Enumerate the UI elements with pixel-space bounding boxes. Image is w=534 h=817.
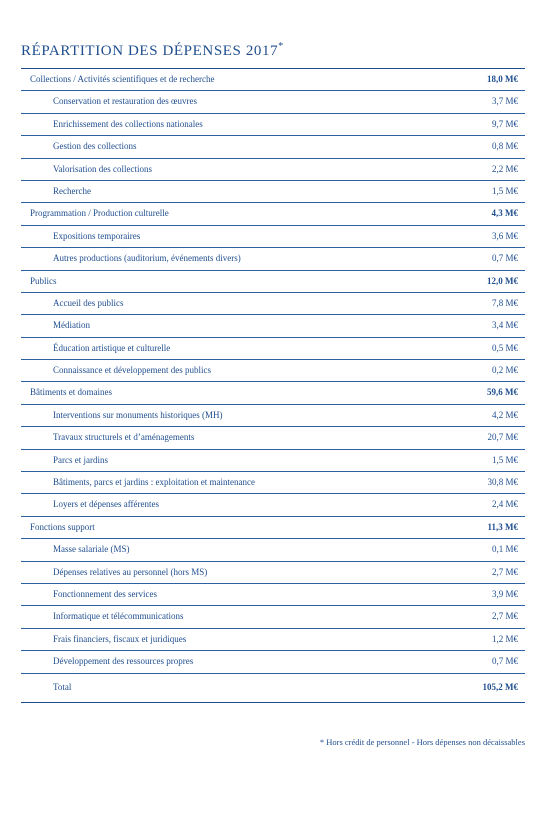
item-row-label: Gestion des collections (53, 141, 137, 152)
item-row-value: 0,1 M€ (491, 544, 518, 555)
category-row-label: Bâtiments et domaines (30, 387, 112, 398)
page-title-text: RÉPARTITION DES DÉPENSES 2017 (21, 43, 279, 60)
item-row-label: Informatique et télécommunications (53, 611, 184, 622)
item-row (21, 650, 525, 672)
item-row-label: Éducation artistique et culturelle (53, 342, 171, 353)
item-row-label: Valorisation des collections (53, 163, 152, 174)
page-title (21, 43, 284, 60)
item-row-label: Développement des ressources propres (53, 656, 194, 667)
total-row-label: Total (53, 681, 72, 692)
category-row-value: 4,3 M€ (491, 208, 518, 219)
category-row-label: Fonctions support (30, 521, 95, 532)
item-row (21, 493, 525, 515)
item-row-value: 2,7 M€ (491, 566, 518, 577)
item-row-value: 3,9 M€ (491, 588, 518, 599)
item-row-label: Interventions sur monuments historiques (MH) (53, 409, 223, 420)
item-row-value: 1,2 M€ (491, 633, 518, 644)
category-row-value: 12,0 M€ (487, 275, 518, 286)
item-row (21, 225, 525, 247)
item-row-label: Frais financiers, fiscaux et juridiques (53, 633, 187, 644)
item-row-value: 0,7 M€ (491, 656, 518, 667)
item-row-label: Autres productions (auditorium, événements divers) (53, 253, 241, 264)
category-row-label: Collections / Activités scientifiques et de recherche (30, 74, 215, 84)
item-row-value: 2,7 M€ (491, 611, 518, 622)
item-row-value: 1,5 M€ (491, 185, 518, 196)
category-row (21, 381, 525, 403)
item-row (21, 90, 525, 112)
item-row (21, 180, 525, 202)
item-row (21, 314, 525, 336)
footnote: * Hors crédit de personnel - Hors dépenses non décaissables (319, 737, 525, 747)
category-row (21, 202, 525, 224)
item-row-value: 30,8 M€ (487, 477, 518, 488)
item-row-label: Accueil des publics (53, 297, 124, 308)
item-row (21, 538, 525, 560)
item-row (21, 605, 525, 627)
category-row (21, 270, 525, 292)
item-row-label: Conservation et restauration des œuvres (53, 96, 197, 107)
item-row-value: 0,8 M€ (491, 141, 518, 152)
item-row-label: Travaux structurels et d’aménagements (53, 432, 195, 443)
item-row-label: Médiation (53, 320, 90, 331)
expenses-table (21, 68, 525, 703)
item-row-value: 2,4 M€ (491, 499, 518, 510)
item-row-value: 3,4 M€ (491, 320, 518, 331)
category-row (21, 68, 525, 90)
item-row (21, 292, 525, 314)
category-row (21, 516, 525, 538)
item-row-label: Bâtiments, parcs et jardins : exploitation et maintenance (53, 477, 255, 488)
category-row-value: 18,0 M€ (487, 74, 518, 84)
total-row (21, 673, 525, 703)
item-row-label: Parcs et jardins (53, 454, 108, 465)
item-row (21, 426, 525, 448)
item-row-label: Masse salariale (MS) (53, 544, 130, 555)
item-row (21, 471, 525, 493)
title-footnote-marker: * (278, 41, 284, 53)
item-row-value: 3,7 M€ (491, 96, 518, 107)
item-row-value: 0,5 M€ (491, 342, 518, 353)
item-row (21, 359, 525, 381)
total-row-value: 105,2 M€ (482, 681, 518, 692)
item-row-value: 1,5 M€ (491, 454, 518, 465)
item-row (21, 628, 525, 650)
item-row-value: 7,8 M€ (491, 297, 518, 308)
item-row-value: 4,2 M€ (491, 409, 518, 420)
category-row-label: Programmation / Production culturelle (30, 208, 169, 219)
item-row-label: Loyers et dépenses afférentes (53, 499, 160, 510)
item-row (21, 404, 525, 426)
item-row (21, 449, 525, 471)
item-row-label: Recherche (53, 185, 91, 196)
category-row-value: 59,6 M€ (487, 387, 518, 398)
item-row (21, 337, 525, 359)
item-row (21, 247, 525, 269)
item-row-value: 9,7 M€ (491, 118, 518, 129)
category-row-label: Publics (30, 275, 57, 286)
item-row (21, 561, 525, 583)
category-row-value: 11,3 M€ (487, 521, 518, 532)
item-row-label: Expositions temporaires (53, 230, 141, 241)
item-row-value: 20,7 M€ (487, 432, 518, 443)
item-row (21, 135, 525, 157)
item-row-label: Enrichissement des collections nationales (53, 118, 203, 129)
item-row-value: 0,7 M€ (491, 253, 518, 264)
item-row-value: 2,2 M€ (491, 163, 518, 174)
item-row-label: Connaissance et développement des publics (53, 365, 211, 376)
item-row (21, 583, 525, 605)
item-row (21, 113, 525, 135)
item-row-value: 3,6 M€ (491, 230, 518, 241)
item-row-label: Dépenses relatives au personnel (hors MS) (53, 566, 208, 577)
item-row-label: Fonctionnement des services (53, 588, 157, 599)
item-row (21, 158, 525, 180)
item-row-value: 0,2 M€ (491, 365, 518, 376)
